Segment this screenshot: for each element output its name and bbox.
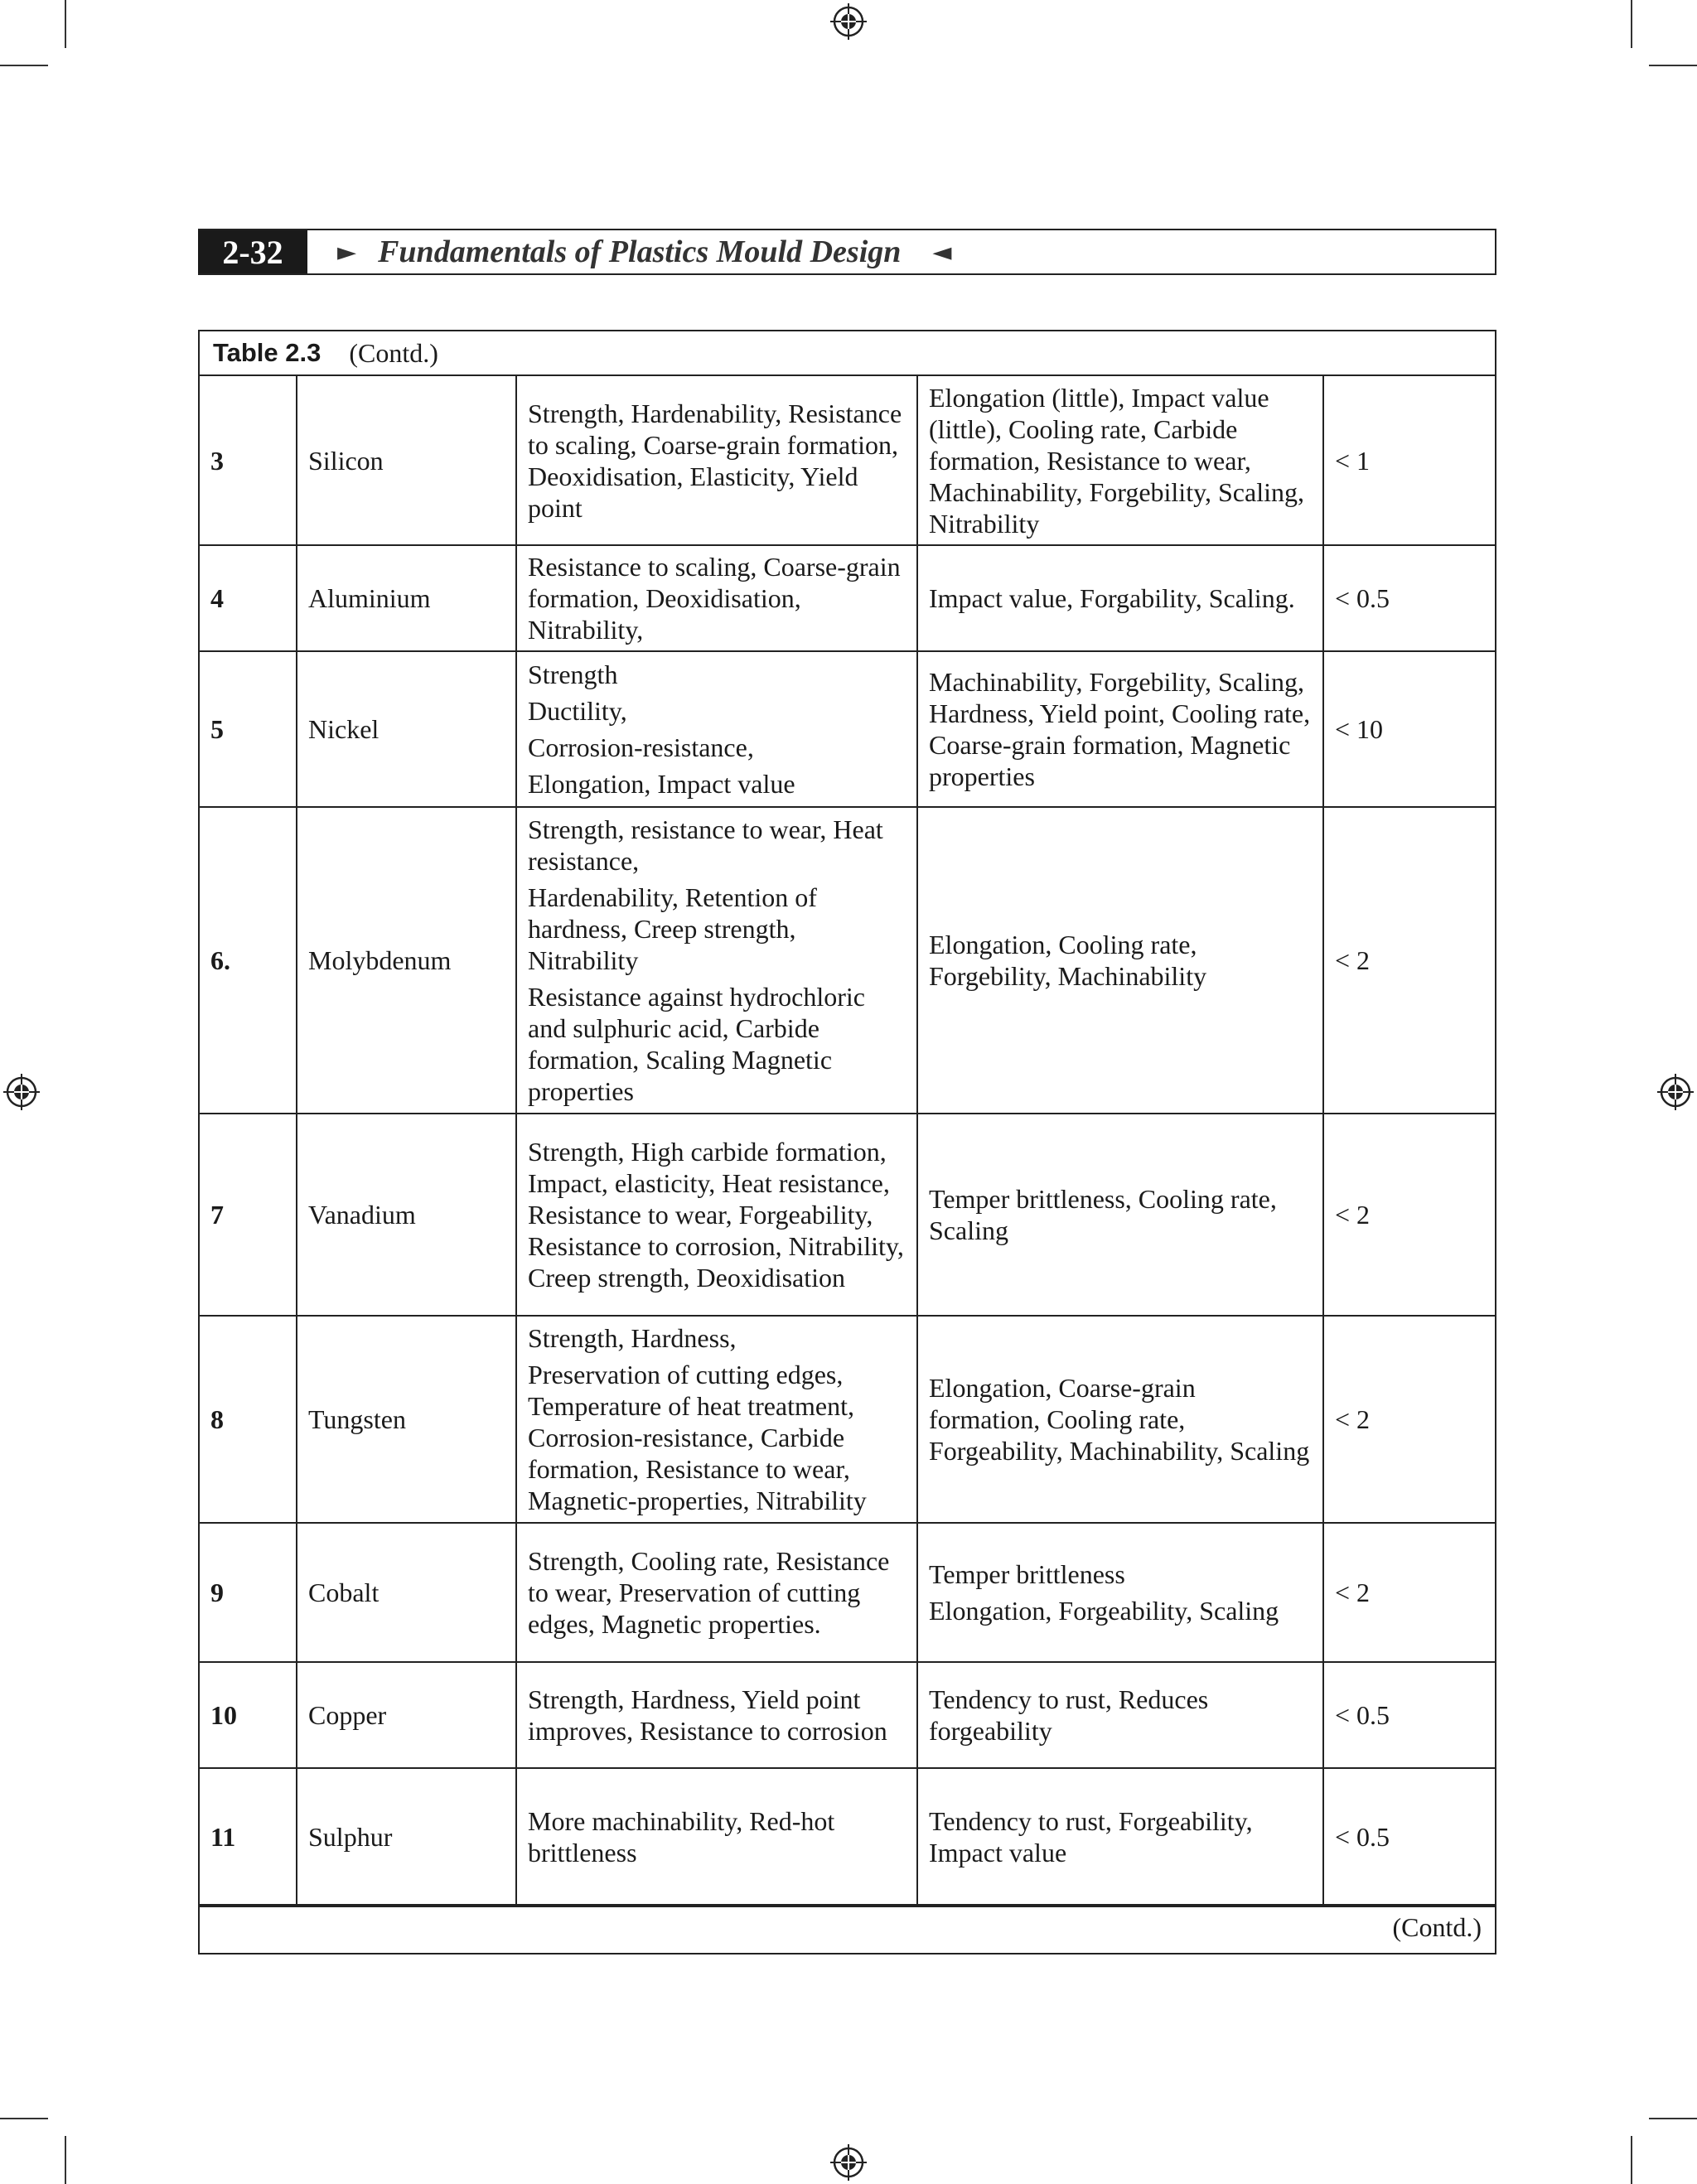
row-number: 9 bbox=[200, 1523, 297, 1662]
decreases-text: Tendency to rust, Reduces forgeability bbox=[929, 1684, 1209, 1746]
table-row bbox=[200, 376, 1495, 545]
increases-text: Corrosion-resistance, bbox=[528, 732, 754, 762]
percentage-value: < 2 bbox=[1323, 1316, 1495, 1523]
element-name: Silicon bbox=[297, 376, 516, 545]
element-name: Nickel bbox=[297, 651, 516, 807]
crop-mark bbox=[65, 0, 66, 48]
decreases-cell bbox=[917, 1114, 1323, 1316]
row-number: 5 bbox=[200, 651, 297, 807]
table-row bbox=[200, 1768, 1495, 1905]
increases-cell bbox=[516, 651, 917, 807]
crop-mark bbox=[1649, 65, 1697, 66]
row-number: 11 bbox=[200, 1768, 297, 1905]
table-caption-label: Table 2.3 bbox=[213, 338, 322, 367]
table-row bbox=[200, 651, 1495, 807]
row-number: 8 bbox=[200, 1316, 297, 1523]
row-number: 4 bbox=[200, 545, 297, 651]
registration-mark-icon bbox=[1657, 1074, 1694, 1110]
decreases-text: Machinability, Forgebility, Scaling, Hardness, Yield point, Cooling rate, Coarse-grain formation, Magnetic properties bbox=[929, 667, 1311, 791]
row-number: 3 bbox=[200, 376, 297, 545]
decreases-text: Tendency to rust, Forgeability, Impact value bbox=[929, 1805, 1253, 1868]
crop-mark bbox=[0, 2118, 48, 2119]
percentage-value: < 0.5 bbox=[1323, 1662, 1495, 1768]
right-pointer-icon: ► bbox=[337, 237, 357, 267]
crop-mark bbox=[1649, 2118, 1697, 2119]
increases-cell bbox=[516, 1114, 917, 1316]
table-row bbox=[200, 1316, 1495, 1523]
increases-text: Strength, Cooling rate, Resistance to wear, Preservation of cutting edges, Magnetic properties. bbox=[528, 1546, 890, 1639]
table-caption-contd: (Contd.) bbox=[349, 337, 438, 368]
table-footer bbox=[200, 1906, 1495, 1947]
increases-text: Strength, Hardenability, Resistance to scaling, Coarse-grain formation, Deoxidisation, Elasticity, Yield point bbox=[528, 398, 902, 523]
increases-cell bbox=[516, 1523, 917, 1662]
left-pointer-icon: ◄ bbox=[932, 237, 952, 267]
percentage-value: < 2 bbox=[1323, 807, 1495, 1114]
element-name: Copper bbox=[297, 1662, 516, 1768]
increases-text: More machinability, Red-hot brittleness bbox=[528, 1805, 835, 1868]
increases-text: Resistance against hydrochloric and sulphuric acid, Carbide formation, Scaling Magnetic properties bbox=[528, 982, 865, 1106]
increases-text: Hardenability, Retention of hardness, Creep strength, Nitrability bbox=[528, 882, 817, 975]
table-caption bbox=[200, 331, 1495, 376]
increases-text: Strength, resistance to wear, Heat resistance, bbox=[528, 814, 883, 876]
element-name: Aluminium bbox=[297, 545, 516, 651]
percentage-value: < 2 bbox=[1323, 1523, 1495, 1662]
increases-text: Strength, Hardness, bbox=[528, 1323, 737, 1353]
element-name: Vanadium bbox=[297, 1114, 516, 1316]
percentage-value: < 10 bbox=[1323, 651, 1495, 807]
increases-cell bbox=[516, 1316, 917, 1523]
crop-mark bbox=[0, 65, 48, 66]
increases-text: Strength, Hardness, Yield point improves, Resistance to corrosion bbox=[528, 1684, 887, 1746]
element-name: Tungsten bbox=[297, 1316, 516, 1523]
percentage-value: < 2 bbox=[1323, 1114, 1495, 1316]
element-name: Sulphur bbox=[297, 1768, 516, 1905]
element-name: Cobalt bbox=[297, 1523, 516, 1662]
increases-text: Resistance to scaling, Coarse-grain formation, Deoxidisation, Nitrability, bbox=[528, 552, 901, 645]
row-number: 7 bbox=[200, 1114, 297, 1316]
table-row bbox=[200, 1662, 1495, 1768]
increases-text: Ductility, bbox=[528, 696, 627, 726]
decreases-cell bbox=[917, 1523, 1323, 1662]
increases-text: Elongation, Impact value bbox=[528, 769, 795, 799]
increases-cell bbox=[516, 545, 917, 651]
decreases-cell bbox=[917, 376, 1323, 545]
crop-mark bbox=[1631, 0, 1632, 48]
table-row bbox=[200, 807, 1495, 1114]
percentage-value: < 0.5 bbox=[1323, 1768, 1495, 1905]
increases-cell bbox=[516, 807, 917, 1114]
increases-cell bbox=[516, 1768, 917, 1905]
decreases-cell bbox=[917, 807, 1323, 1114]
table-body bbox=[200, 376, 1495, 1906]
crop-mark bbox=[1631, 2136, 1632, 2184]
increases-text: Preservation of cutting edges, Temperature of heat treatment, Corrosion-resistance, Carbide formation, Resistance to wear, Magnetic-properties, Nitrability bbox=[528, 1360, 867, 1515]
decreases-text: Impact value, Forgability, Scaling. bbox=[929, 583, 1295, 613]
decreases-cell bbox=[917, 1316, 1323, 1523]
increases-text: Strength, High carbide formation, Impact, elasticity, Heat resistance, Resistance to wear, Forgeability, Resistance to corrosion, Nitrability, Creep strength, Deoxidisation bbox=[528, 1137, 904, 1293]
table-row bbox=[200, 545, 1495, 651]
element-name: Molybdenum bbox=[297, 807, 516, 1114]
table-footer-contd: (Contd.) bbox=[1392, 1911, 1482, 1942]
book-title: Fundamentals of Plastics Mould Design bbox=[378, 234, 902, 269]
registration-mark-icon bbox=[830, 2144, 867, 2181]
decreases-cell bbox=[917, 1662, 1323, 1768]
increases-cell bbox=[516, 1662, 917, 1768]
decreases-cell bbox=[917, 545, 1323, 651]
table-row bbox=[200, 1523, 1495, 1662]
decreases-text: Temper brittleness, Cooling rate, Scaling bbox=[929, 1184, 1277, 1245]
table-row bbox=[200, 1114, 1495, 1316]
crop-mark bbox=[65, 2136, 66, 2184]
decreases-text: Temper brittleness bbox=[929, 1559, 1125, 1589]
increases-cell bbox=[516, 376, 917, 545]
increases-text: Strength bbox=[528, 660, 618, 689]
decreases-cell bbox=[917, 1768, 1323, 1905]
running-header bbox=[198, 229, 1496, 275]
decreases-cell bbox=[917, 651, 1323, 807]
registration-mark-icon bbox=[830, 3, 867, 40]
percentage-value: < 1 bbox=[1323, 376, 1495, 545]
page-number: 2-32 bbox=[198, 230, 307, 273]
row-number: 6. bbox=[200, 807, 297, 1114]
decreases-text: Elongation (little), Impact value (little), Cooling rate, Carbide formation, Resistance to wear, Machinability, Forgebility, Scaling, Nitrability bbox=[929, 382, 1304, 539]
row-number: 10 bbox=[200, 1662, 297, 1768]
percentage-value: < 0.5 bbox=[1323, 545, 1495, 651]
alloying-elements-table bbox=[198, 330, 1496, 1954]
registration-mark-icon bbox=[3, 1074, 40, 1110]
decreases-text: Elongation, Cooling rate, Forgebility, Machinability bbox=[929, 930, 1207, 991]
decreases-text: Elongation, Coarse-grain formation, Cooling rate, Forgeability, Machinability, Scaling bbox=[929, 1373, 1310, 1466]
decreases-text: Elongation, Forgeability, Scaling bbox=[929, 1596, 1279, 1626]
